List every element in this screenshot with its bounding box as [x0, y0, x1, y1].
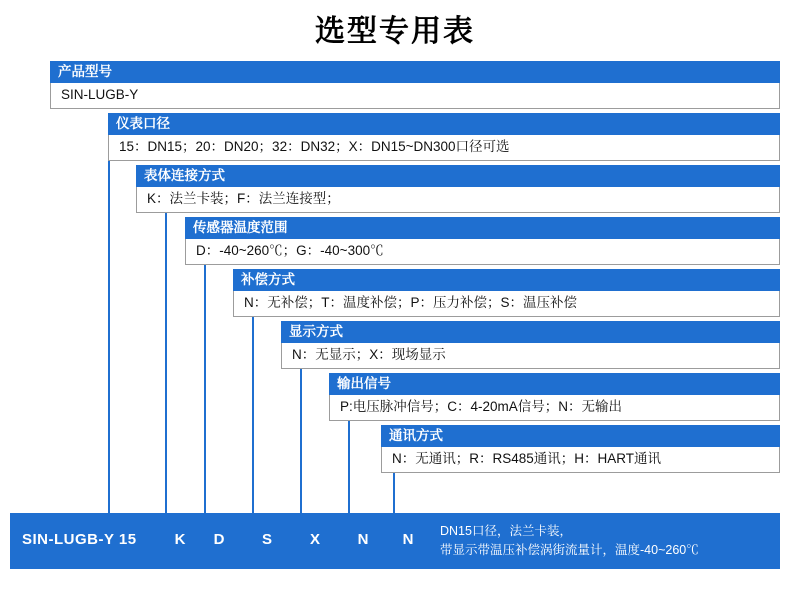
row-value: N：无补偿；T：温度补偿；P：压力补偿；S：温压补偿	[233, 291, 780, 317]
summary-cell: K	[174, 531, 186, 548]
row-value: P:电压脉冲信号；C：4-20mA信号；N：无输出	[329, 395, 780, 421]
row-value: SIN-LUGB-Y	[50, 83, 780, 109]
page-title: 选型专用表	[315, 15, 475, 48]
row-header: 表体连接方式	[136, 165, 780, 187]
summary-description-line2: 带显示带温压补偿涡街流量计，温度-40~260℃	[440, 543, 699, 557]
connector-line-1	[108, 113, 110, 513]
row-header: 传感器温度范围	[185, 217, 780, 239]
row-header: 产品型号	[50, 61, 780, 83]
row-header: 仪表口径	[108, 113, 780, 135]
summary-cell: N	[357, 531, 369, 548]
row-header: 显示方式	[281, 321, 780, 343]
summary-cell: N	[402, 531, 414, 548]
summary-description-line1: DN15口径，法兰卡装，	[440, 524, 572, 538]
row-value: K：法兰卡装；F：法兰连接型；	[136, 187, 780, 213]
row-header: 通讯方式	[381, 425, 780, 447]
row-value: N：无显示；X：现场显示	[281, 343, 780, 369]
row-value: N：无通讯；R：RS485通讯；H：HART通讯	[381, 447, 780, 473]
summary-bar	[10, 513, 780, 569]
summary-cell: S	[261, 531, 272, 548]
row-value: D：-40~260℃；G：-40~300℃	[185, 239, 780, 265]
summary-description	[440, 522, 699, 560]
summary-cell: X	[309, 531, 320, 548]
summary-model-code: SIN-LUGB-Y 15	[22, 531, 137, 548]
row-header: 补偿方式	[233, 269, 780, 291]
row-value: 15：DN15；20：DN20；32：DN32；X：DN15~DN300口径可选	[108, 135, 780, 161]
connector-line-2	[165, 165, 167, 513]
summary-cell: D	[213, 531, 225, 548]
row-header: 输出信号	[329, 373, 780, 395]
